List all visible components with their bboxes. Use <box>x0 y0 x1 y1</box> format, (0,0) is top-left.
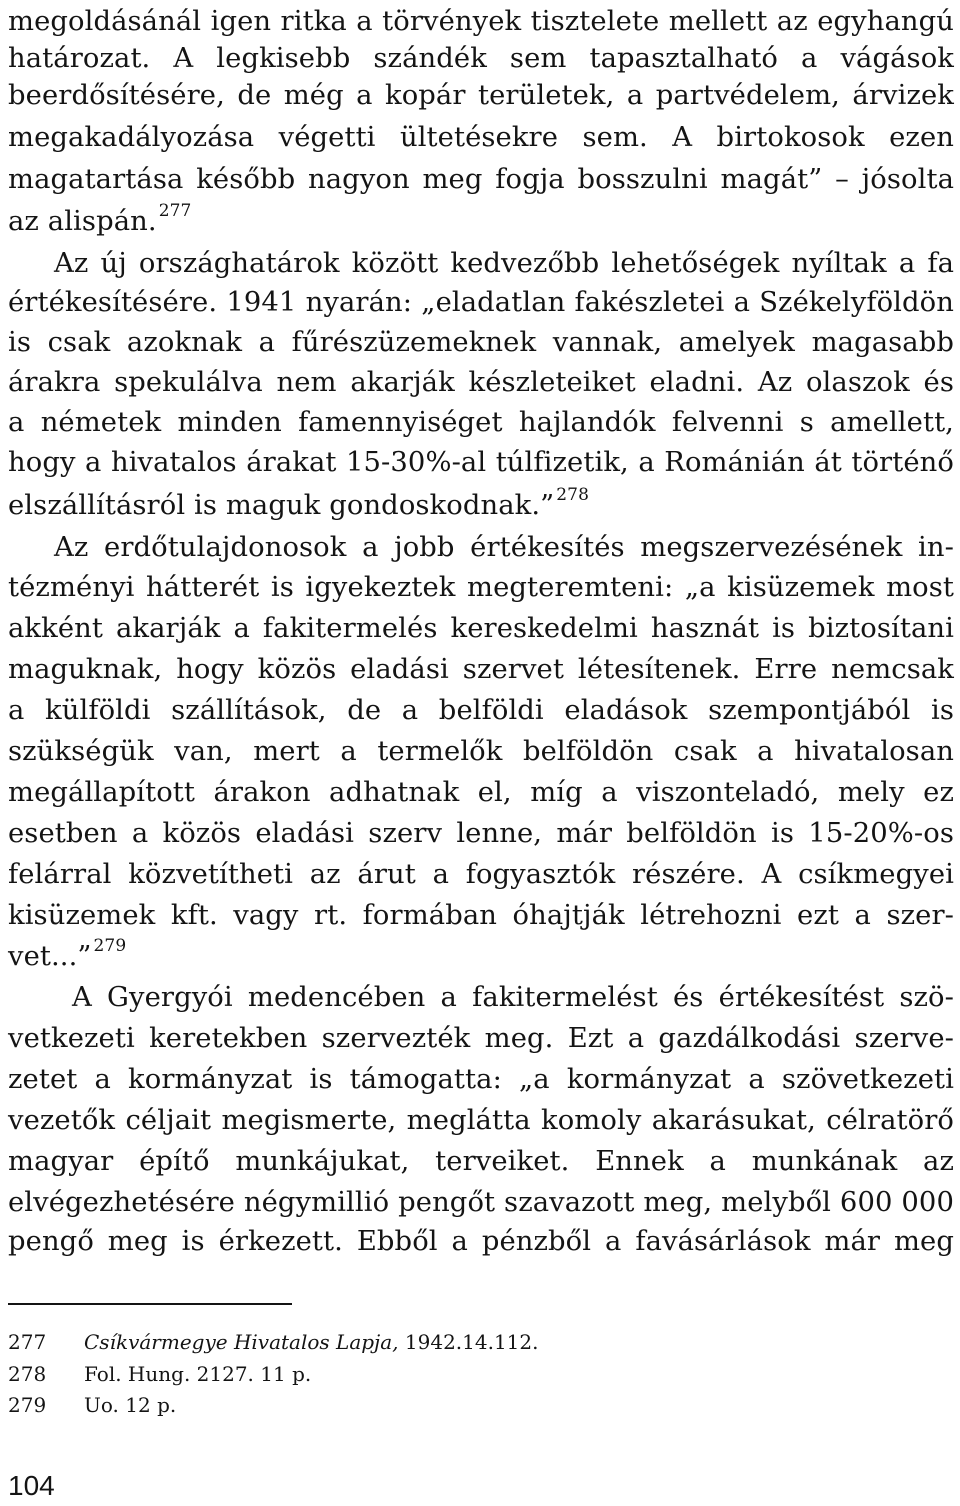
text-line: esetben a közös eladási szerv lenne, már belföldön is 15-20%-os <box>8 818 954 849</box>
text-line: kisüzemek kft. vagy rt. formában óhajtják létrehozni ezt a szer- <box>8 900 954 931</box>
footnote-source-title: Csíkvármegye Hivatalos Lapja, <box>84 1330 399 1354</box>
footnote-279 <box>8 1391 176 1419</box>
text-line: is csak azoknak a fűrészüzemeknek vannak, amelyek magasabb <box>8 327 954 358</box>
paragraph-start: Az erdőtulajdonosok a jobb értékesítés megszervezésének in- <box>54 532 954 563</box>
footnote-number: 277 <box>8 1330 47 1354</box>
text-line: akként akarják a fakitermelés kereskedelmi hasznát is biztosítani <box>8 613 954 644</box>
text-line: beerdősítésére, de még a kopár területek, a partvédelem, árvizek <box>8 80 954 111</box>
text-line: zetet a kormányzat is támogatta: „a kormányzat a szövetkezeti <box>8 1064 954 1095</box>
text-line: vet...” $^{279}$ <box>8 936 127 972</box>
text-line: vezetők céljait megismerte, meglátta komoly akarásukat, célratörő <box>8 1105 954 1136</box>
footnote-separator <box>8 1303 292 1305</box>
footnote-number: 278 <box>8 1362 47 1386</box>
text-line: a külföldi szállítások, de a belföldi eladások szempontjából is <box>8 695 954 726</box>
paragraph-start: Az új országhatárok között kedvezőbb lehetőségek nyíltak a fa <box>54 248 954 279</box>
text-line: hogy a hivatalos árakat 15-30%-al túlfizetik, a Románián át történő <box>8 447 954 478</box>
footnote-278 <box>8 1360 311 1388</box>
text-line: megakadályozása végetti ültetésekre sem. A birtokosok ezen <box>8 122 954 153</box>
text-line: felárral közvetítheti az árut a fogyasztók részére. A csíkmegyei <box>8 859 954 890</box>
text-line: megoldásánál igen ritka a törvények tisztelete mellett az egyhangú <box>8 6 954 37</box>
text-line: magyar építő munkájukat, terveiket. Ennek a munkának az <box>8 1146 954 1177</box>
footnote-ref-278: 278 <box>556 485 590 505</box>
text-line: elvégezhetésére négymillió pengőt szavazott meg, melyből 600 000 <box>8 1187 954 1218</box>
text-line: árakra spekulálva nem akarják készleteiket eladni. Az olaszok és <box>8 367 954 398</box>
footnote-ref-279: 279 <box>93 936 127 956</box>
text-line: az alispán. $^{277}$ <box>8 201 192 237</box>
footnote-number: 279 <box>8 1393 47 1417</box>
footnote-text: 1942.14.112. <box>398 1330 539 1354</box>
text-line: pengő meg is érkezett. Ebből a pénzből a favásárlások már meg <box>8 1226 954 1257</box>
footnote-ref-277: 277 <box>158 201 192 221</box>
text-line: értékesítésére. 1941 nyarán: „eladatlan fakészletei a Székelyföldön <box>8 287 954 318</box>
text-line: megállapított árakon adhatnak el, míg a viszonteladó, mely ez <box>8 777 954 808</box>
text-line: a németek minden famennyiséget hajlandók felvenni s amellett, <box>8 407 954 438</box>
text-line: tézményi hátterét is igyekeztek megteremteni: „a kisüzemek most <box>8 572 954 603</box>
footnote-text: Fol. Hung. 2127. 11 p. <box>84 1362 312 1386</box>
text-line: maguknak, hogy közös eladási szervet létesítenek. Erre nemcsak <box>8 654 954 685</box>
page-number: 104 <box>8 1470 55 1501</box>
footnote-text: Uo. 12 p. <box>84 1393 177 1417</box>
text-line: határozat. A legkisebb szándék sem tapasztalható a vágások <box>8 43 954 74</box>
text-line: elszállításról is maguk gondoskodnak.” $^{278}$ <box>8 485 590 521</box>
text-line: vetkezeti keretekben szervezték meg. Ezt a gazdálkodási szerve- <box>8 1023 954 1054</box>
text-line: szükségük van, mert a termelők belföldön csak a hivatalosan <box>8 736 954 767</box>
footnote-277 <box>8 1328 538 1356</box>
text-line: magatartása később nagyon meg fogja bosszulni magát” – jósolta <box>8 164 954 195</box>
paragraph-start: A Gyergyói medencében a fakitermelést és értékesítést szö- <box>72 982 954 1013</box>
